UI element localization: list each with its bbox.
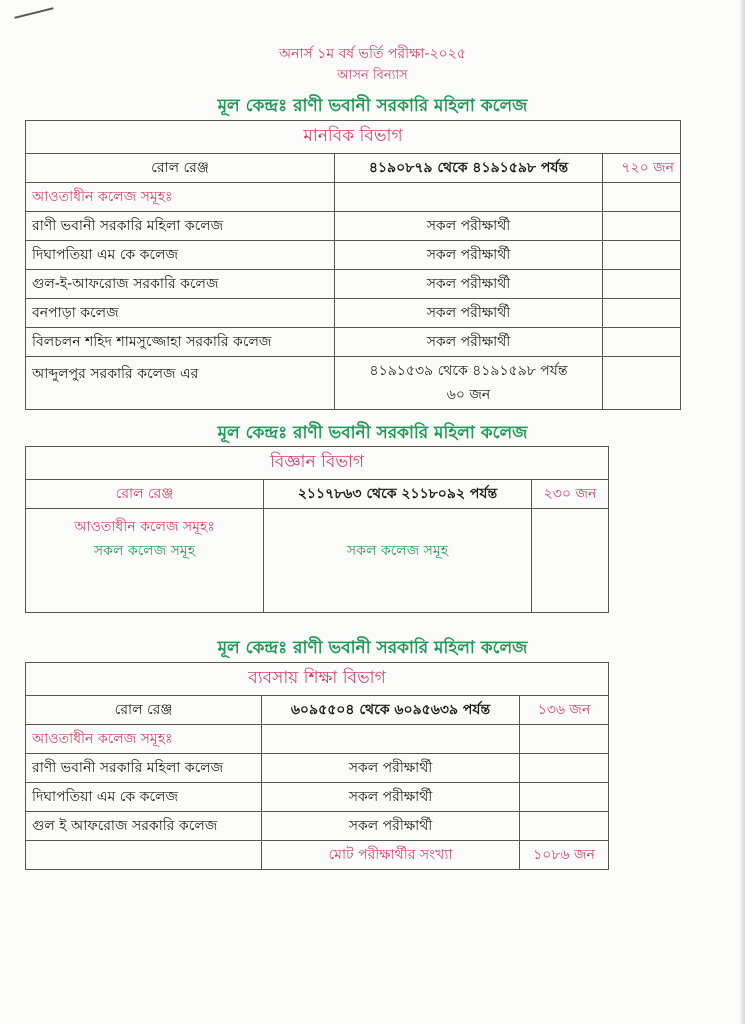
candidate-scope: সকল পরীক্ষার্থী: [335, 270, 603, 299]
empty-cell: [603, 212, 681, 241]
affiliated-colleges-label: আওতাধীন কলেজ সমূহঃ: [26, 183, 335, 212]
department-title: মানবিক বিভাগ: [26, 121, 681, 154]
exam-title: অনার্স ১ম বর্ষ ভর্তি পরীক্ষা-২০২৫: [279, 46, 466, 62]
total-label: মোট পরীক্ষার্থীর সংখ্যা: [262, 841, 520, 870]
business-table: [25, 662, 609, 870]
pen-mark: [14, 7, 53, 19]
candidate-count: ২৩০ জন: [532, 480, 609, 509]
table-row: [26, 783, 609, 812]
table-row: [26, 212, 681, 241]
roll-range-value: ৪১৯০৮৭৯ থেকে ৪১৯১৫৯৮ পর্যন্ত: [335, 154, 603, 183]
table-row: [26, 812, 609, 841]
college-name: রাণী ভবানী সরকারি মহিলা কলেজ: [26, 754, 262, 783]
roll-range-label: রোল রেঞ্জ: [26, 480, 264, 509]
table-row: [26, 270, 681, 299]
empty-cell: [603, 241, 681, 270]
all-colleges-scope: সকল কলেজ সমূহ: [264, 509, 532, 613]
empty-cell: [603, 183, 681, 212]
roll-range-label: রোল রেঞ্জ: [26, 154, 335, 183]
college-name: রাণী ভবানী সরকারি মহিলা কলেজ: [26, 212, 335, 241]
empty-cell: [335, 183, 603, 212]
table-row: [26, 241, 681, 270]
all-colleges-text: সকল কলেজ সমূহ: [93, 543, 196, 559]
science-table: [25, 446, 609, 613]
candidate-scope: সকল পরীক্ষার্থী: [335, 328, 603, 357]
empty-cell: [603, 299, 681, 328]
empty-cell: [26, 841, 262, 870]
college-name: বনপাড়া কলেজ: [26, 299, 335, 328]
table-row: [26, 357, 681, 410]
empty-cell: [520, 783, 609, 812]
college-name: গুল-ই-আফরোজ সরকারি কলেজ: [26, 270, 335, 299]
college-name: দিঘাপতিয়া এম কে কলেজ: [26, 241, 335, 270]
candidate-count: ১৩৬ জন: [520, 696, 609, 725]
centre-title-business: মূল কেন্দ্রঃ রাণী ভবানী সরকারি মহিলা কলেজ: [217, 638, 528, 658]
department-title: ব্যবসায় শিক্ষা বিভাগ: [26, 663, 609, 696]
roll-range-label: রোল রেঞ্জ: [26, 696, 262, 725]
empty-cell: [532, 509, 609, 613]
table-row: [26, 299, 681, 328]
partial-roll-range: ৪১৯১৫৩৯ থেকে ৪১৯১৫৯৮ পর্যন্ত: [369, 363, 568, 379]
empty-cell: [520, 812, 609, 841]
roll-range-value: ২১১৭৮৬৩ থেকে ২১১৮০৯২ পর্যন্ত: [264, 480, 532, 509]
empty-cell: [603, 270, 681, 299]
college-name: আব্দুলপুর সরকারি কলেজ এর: [26, 357, 335, 410]
candidate-count: ৭২০ জন: [603, 154, 681, 183]
page-edge-shadow: [739, 0, 745, 1024]
affiliated-colleges-label: আওতাধীন কলেজ সমূহঃ: [74, 519, 215, 535]
empty-cell: [262, 725, 520, 754]
college-name: দিঘাপতিয়া এম কে কলেজ: [26, 783, 262, 812]
candidate-scope: সকল পরীক্ষার্থী: [262, 754, 520, 783]
partial-count: ৬০ জন: [446, 387, 491, 403]
seat-plan-subtitle: আসন বিন্যাস: [337, 68, 408, 83]
affiliated-colleges-label: আওতাধীন কলেজ সমূহঃ: [26, 725, 262, 754]
college-name: বিলচলন শহিদ শামসুজ্জোহা সরকারি কলেজ: [26, 328, 335, 357]
candidate-scope: সকল পরীক্ষার্থী: [335, 241, 603, 270]
roll-range-value: ৬০৯৫৫০৪ থেকে ৬০৯৫৬৩৯ পর্যন্ত: [262, 696, 520, 725]
candidate-scope: সকল পরীক্ষার্থী: [335, 299, 603, 328]
college-name: গুল ই আফরোজ সরকারি কলেজ: [26, 812, 262, 841]
department-title: বিজ্ঞান বিভাগ: [26, 447, 609, 480]
table-row: [26, 754, 609, 783]
humanities-table: [25, 120, 681, 410]
empty-cell: [603, 357, 681, 410]
candidate-scope: সকল পরীক্ষার্থী: [335, 212, 603, 241]
centre-title-science: মূল কেন্দ্রঃ রাণী ভবানী সরকারি মহিলা কলেজ: [217, 423, 528, 443]
candidate-scope: সকল পরীক্ষার্থী: [262, 812, 520, 841]
centre-title-humanities: মূল কেন্দ্রঃ রাণী ভবানী সরকারি মহিলা কলেজ: [217, 96, 528, 116]
table-row: [26, 328, 681, 357]
empty-cell: [520, 754, 609, 783]
empty-cell: [603, 328, 681, 357]
candidate-scope: সকল পরীক্ষার্থী: [262, 783, 520, 812]
total-count: ১০৮৬ জন: [520, 841, 609, 870]
empty-cell: [520, 725, 609, 754]
